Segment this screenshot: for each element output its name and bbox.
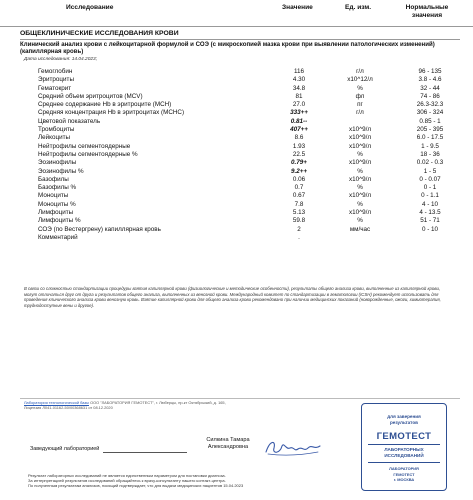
handwritten-signature-icon	[262, 434, 324, 460]
result-value: .	[298, 233, 300, 241]
result-name: Эритроциты	[38, 76, 74, 84]
result-norm: 306 - 324	[416, 109, 444, 117]
result-name: Нейтрофилы сегментоядерные	[38, 142, 131, 150]
result-name: Среднее содержание Hb в эритроците (MCH)	[38, 101, 172, 109]
result-value: 81	[295, 92, 303, 100]
footer-divider	[20, 398, 460, 399]
table-row	[20, 85, 460, 93]
result-norm: 6.0 - 17.5	[416, 134, 444, 142]
result-unit: %	[357, 150, 363, 158]
signoff-role: Заведующий лабораторией	[30, 446, 100, 452]
disclaimer-line1: Результат лабораторных исследований не является единственным параметром для постановки диагноза.	[28, 473, 226, 478]
signature-line	[103, 452, 187, 453]
lab-info	[24, 400, 324, 410]
result-unit: %	[357, 217, 363, 225]
table-row	[20, 168, 460, 176]
results-table	[20, 68, 460, 242]
result-unit: пг	[357, 101, 363, 109]
section-divider	[20, 39, 460, 40]
result-unit: %	[357, 184, 363, 192]
result-unit: x10^9/л	[348, 192, 372, 200]
result-norm: 32 - 44	[420, 84, 440, 92]
result-norm: 51 - 71	[420, 217, 440, 225]
stamp-bottom-line3: г. МОСКВА	[393, 477, 415, 483]
result-unit: x10^9/л	[348, 175, 372, 183]
stamp-bottom	[362, 466, 446, 483]
table-row	[20, 209, 460, 217]
lab-link[interactable]: Лаборатория технологической базы	[24, 400, 89, 405]
table-row	[20, 226, 460, 234]
header-value: Значение	[282, 4, 313, 11]
result-name: Лимфоциты	[38, 209, 74, 217]
disclaimer	[28, 473, 348, 488]
table-row	[20, 143, 460, 151]
header-unit: Ед. изм.	[345, 4, 372, 11]
result-name: Средний объем эритроцитов (MCV)	[38, 92, 143, 100]
table-header	[0, 2, 473, 27]
result-name: Гемоглобин	[38, 68, 73, 75]
capillary-note: В связи со сложностью стандартизации процедуры взятия капиллярной крови (физиологические и методические особенности), результаты общего анализа крови, выполненные из капиллярной крови, могут отличаться друг от друга и результатов общего анализа, выполненных из венозной крови. Международный комитет по стандартизации в гематологии (ICSH) рекомендует использовать для проведения клинического анализа крови венозную кровь. Взятие капиллярной крови для общего анализа крови рекомендовано при наличии медицинских показаний (новорожденные, ожоги, химиотерапия, труднодоступные вены и другое).	[24, 286, 441, 308]
lab-address: ООО "ЛАБОРАТОРИЯ ГЕМОТЕСТ", г. Люберцы, пр-кт Октябрьский, д. 165,	[88, 400, 226, 405]
result-norm: 1 - 5	[423, 167, 437, 175]
header-test: Исследование	[66, 4, 114, 11]
table-row	[20, 192, 460, 200]
result-unit: мм/час	[349, 225, 371, 233]
result-norm: 0.02 - 0.3	[416, 159, 444, 167]
stamp-rule	[368, 444, 440, 445]
stamp-mid	[362, 447, 446, 459]
result-value: 0.81--	[290, 117, 308, 125]
result-value: 9.2++	[290, 167, 308, 175]
signoff-name-line2: Александровна	[207, 444, 249, 450]
header-norm	[396, 4, 458, 20]
study-date: Дата исследования: 14.04.2023;	[24, 57, 98, 62]
result-value: 0.79+	[291, 159, 307, 167]
result-name: Цветовой показатель	[38, 117, 101, 125]
result-unit: г/л	[356, 68, 364, 75]
result-name: Нейтрофилы сегментоядерные %	[38, 150, 138, 158]
result-unit: x10^9/л	[348, 159, 372, 167]
result-unit: x10^9/л	[348, 126, 372, 134]
result-norm: 26.3-32.3	[416, 101, 444, 109]
table-row	[20, 68, 460, 76]
result-norm: 3.8 - 4.6	[418, 76, 442, 84]
result-norm: 1 - 9.5	[421, 142, 439, 150]
result-unit: x10^9/л	[348, 142, 372, 150]
result-value: 59.8	[292, 217, 306, 225]
result-unit: x10^9/л	[348, 134, 372, 142]
result-value: 8.6	[294, 134, 304, 142]
table-row	[20, 101, 460, 109]
result-name: Эозинофилы %	[38, 167, 84, 175]
result-name: СОЭ (по Вестергрену) капиллярная кровь	[38, 225, 161, 233]
result-name: Гематокрит	[38, 84, 72, 92]
result-value: 4.30	[292, 76, 306, 84]
result-norm: 205 - 395	[416, 126, 444, 134]
table-row	[20, 176, 460, 184]
signoff-name	[193, 437, 263, 451]
stamp-bottom-line2: ГЕМОТЕСТ	[393, 471, 415, 477]
table-row	[20, 109, 460, 117]
stamp-top	[362, 414, 446, 426]
result-value: 333++	[290, 109, 308, 117]
result-value: 27.0	[292, 101, 306, 109]
table-row	[20, 93, 460, 101]
result-name: Базофилы %	[38, 184, 77, 192]
stamp-mid-line2: ИССЛЕДОВАНИЙ	[384, 453, 424, 458]
result-name: Эозинофилы	[38, 159, 77, 167]
table-row	[20, 217, 460, 225]
result-value: 7.8	[294, 200, 304, 208]
result-value: 407++	[290, 126, 308, 134]
header-norm-line1: Нормальные	[405, 4, 449, 11]
table-row	[20, 76, 460, 84]
result-norm: 0 - 0.07	[419, 175, 441, 183]
stamp-rule	[368, 462, 440, 463]
result-name: Тромбоциты	[38, 126, 75, 134]
stamp-mid-line1: ЛАБОРАТОРНЫХ	[384, 447, 424, 452]
table-row	[20, 126, 460, 134]
analysis-subtitle: Клинический анализ крови с лейкоцитарной формулой и СОЭ (с микроскопией мазка крови при выявлении патологических изменений) (капиллярная кровь)	[20, 41, 435, 56]
result-unit: %	[357, 84, 363, 92]
stamp-top-line2: результатов	[390, 420, 418, 425]
result-unit: x10^12/л	[347, 76, 373, 84]
result-norm: 18 - 36	[420, 150, 440, 158]
result-norm: 96 - 135	[418, 68, 442, 75]
table-row	[20, 134, 460, 142]
result-name: Лимфоциты %	[38, 217, 81, 225]
result-name: Лейкоциты	[38, 134, 71, 142]
table-row	[20, 184, 460, 192]
stamp-brand: ГЕМОТЕСТ	[376, 431, 432, 442]
disclaimer-line2: За интерпретацией результатов исследований обращайтесь к врачу-консультанту нашего контакт-центра.	[28, 478, 226, 483]
stamp-bottom-line1: ЛАБОРАТОРИЯ	[389, 466, 419, 471]
result-unit: г/л	[356, 109, 364, 117]
result-value: 1.93	[292, 142, 306, 150]
result-norm: 0 - 1.1	[421, 192, 439, 200]
result-name: Моноциты	[38, 192, 69, 200]
result-value: 0.06	[292, 175, 306, 183]
result-value: 0.67	[292, 192, 306, 200]
result-norm: 74 - 86	[420, 92, 440, 100]
header-norm-line2: значения	[411, 12, 443, 19]
stamp-top-line1: для заверения	[387, 414, 421, 419]
result-unit: %	[357, 200, 363, 208]
result-norm: 0 - 10	[421, 225, 439, 233]
result-norm: 4 - 10	[421, 200, 439, 208]
result-value: 34.8	[292, 84, 306, 92]
result-value: 116	[293, 68, 305, 75]
result-name: Средняя концентрация Hb в эритроцитах (MCHC)	[38, 109, 185, 117]
table-row	[20, 118, 460, 126]
table-row	[20, 201, 460, 209]
result-unit: x10^9/л	[348, 209, 372, 217]
disclaimer-line3: По полученным результатам анализов, носящий подтверждает, что для выдачи медицинских пациентов 15.04.2023	[28, 483, 244, 488]
result-name: Комментарий	[38, 233, 78, 241]
result-value: 5.13	[292, 209, 306, 217]
lab-license: Лицензия Л041-01162-50/00368631 от 08.12.2020	[24, 405, 113, 410]
result-value: 2	[297, 225, 301, 233]
table-row	[20, 234, 460, 242]
table-row	[20, 159, 460, 167]
section-title: ОБЩЕКЛИНИЧЕСКИЕ ИССЛЕДОВАНИЯ КРОВИ	[20, 30, 179, 37]
result-value: 22.5	[292, 150, 306, 158]
result-unit: %	[357, 167, 363, 175]
result-norm: 0 - 1	[423, 184, 437, 192]
result-norm: 4 - 13.5	[419, 209, 441, 217]
result-value: 0.7	[294, 184, 304, 192]
table-row	[20, 151, 460, 159]
result-name: Базофилы	[38, 175, 69, 183]
signoff-name-line1: Силкина Тамара	[206, 437, 250, 443]
lab-stamp	[361, 403, 447, 491]
result-unit: фл	[355, 92, 365, 100]
result-name: Моноциты %	[38, 200, 76, 208]
result-norm: 0.85 - 1	[419, 117, 441, 125]
